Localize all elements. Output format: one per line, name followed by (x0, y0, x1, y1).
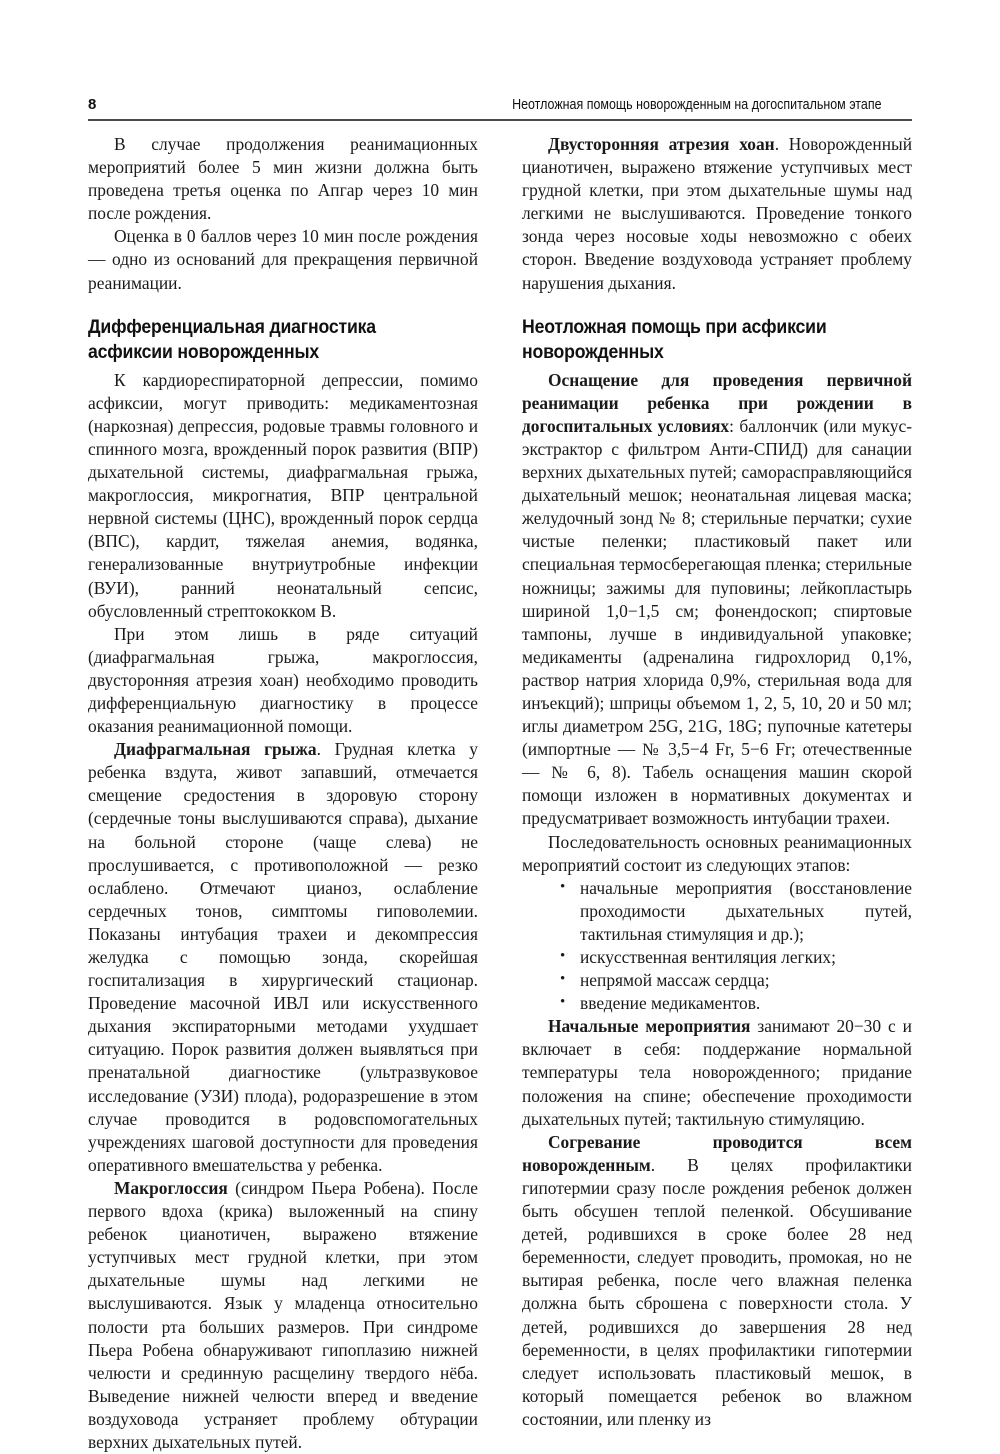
paragraph-text: . Новорожденный цианотичен, выражено втяжение уступчивых мест грудной клетки, при этом дыхательные шумы над легкими не выслушиваются. Проведение тонкого зонда через носовые ходы невозможно с обеих сторон. Введение воздуховода устраняет проблему нарушения дыхания. (522, 134, 912, 293)
paragraph-equipment (522, 369, 912, 831)
paragraph-text: . Грудная клетка у ребенка вздута, живот запавший, отмечается смещение средостения в здоровую сторону (сердечные тоны выслушиваются справа), дыхание на больной стороне (чаще слева) не прослушивается, с противоположной — резко ослаблено. Отмечают цианоз, ослабление сердечных тонов, симптомы гиповолемии. Показаны интубация трахеи и декомпрессия желудка с помощью зонда, скорейшая госпитализация в хирургический стационар. Проведение масочной ИВЛ или искусственного дыхания экспираторными методами ухудшает ситуацию. Порок развития должен выявляться при пренатальной диагностике (ультразвуковое исследование (УЗИ) плода), родоразрешение в этом случае проводится в родовспомогательных учреждениях шаговой доступности для проведения оперативного вмешательства у ребенка. (88, 739, 478, 1175)
paragraph: При этом лишь в ряде ситуаций (диафрагмальная грыжа, макроглоссия, двусторонняя атрезия хоан) необходимо проводить дифференциальную диагностику в процессе оказания реанимационной помощи. (88, 623, 478, 737)
spacer (88, 295, 478, 315)
page-number: 8 (88, 96, 97, 113)
section-heading-emergency-care: Неотложная помощь при асфиксии новорожденных (522, 316, 827, 363)
run-in-heading: Начальные мероприятия (548, 1016, 751, 1037)
list-item: • непрямой массаж сердца; (560, 969, 912, 992)
paragraph-text: : баллончик (или мукус-экстрактор с фильтром Анти-СПИД) для санации верхних дыхательных путей; саморасправляющийся дыхательный мешок; неонатальная лицевая маска; желудочный зонд № 8; стерильные перчатки; сухие чистые пеленки; пластиковый пакет или специальная термосберегающая пленка; стерильные ножницы; зажимы для пуповины; лейкопластырь шириной 1,0−1,5 см; фонендоскоп; спиртовые тампоны, лучше в индивидуальной упаковке; медикаменты (адреналина гидрохлорид 0,1%, раствор натрия хлорида 0,9%, стерильная вода для инъекций); шприцы объемом 1, 2, 5, 10, 20 и 50 мл; иглы диаметром 25G, 21G, 18G; пупочные катетеры (импортные — № 3,5−4 Fr, 5−6 Fr; отечественные — № 6, 8). Табель оснащения машин скорой помощи изложен в нормативных документах и предусматривает возможность интубации трахеи. (522, 415, 912, 829)
list-item: • искусственная вентиляция легких; (560, 946, 912, 969)
section-heading-differential-diagnosis: Дифференциальная диагностика асфиксии новорожденных (88, 316, 376, 363)
paragraph-text: занимают 20−30 с и включает в себя: поддержание нормальной температуры тела новорожденного; придание положения на спине; обеспечение проходимости дыхательных путей; тактильную стимуляцию. (522, 1016, 912, 1129)
left-column (88, 133, 478, 1452)
list-item: • начальные мероприятия (восстановление проходимости дыхательных путей, тактильная стимуляция и др.); (560, 877, 912, 946)
paragraph: В случае продолжения реанимационных мероприятий более 5 мин жизни должна быть проведена третья оценка по Апгар через 10 мин после рождения. (88, 134, 478, 224)
header-rule (88, 119, 912, 121)
paragraph: К кардиореспираторной депрессии, помимо асфиксии, могут приводить: медикаментозная (наркозная) депрессия, родовые травмы головного и спинного мозга, врожденный порок развития (ВПР) дыхательной системы, диафрагмальная грыжа, макроглоссия, микрогнатия, ВПР центральной нервной системы (ЦНС), врожденный порок сердца (ВПС), кардит, тяжелая анемия, водянка, генерализованные внутриутробные инфекции (ВУИ), ранний неонатальный сепсис, обусловленный стрептококком В. (88, 369, 478, 621)
resuscitation-stages-list (522, 877, 912, 1016)
body-columns (88, 133, 912, 1452)
list-item: • введение медикаментов. (560, 992, 912, 1015)
paragraph-initial-measures (522, 1015, 912, 1130)
running-title: Неотложная помощь новорожденным на догоспитальном этапе (512, 97, 882, 113)
paragraph-text: (синдром Пьера Робена). После первого вдоха (крика) выложенный на спину ребенок цианотичен, выражено втяжение уступчивых мест грудной клетки, при этом дыхательные шумы над легкими не выслушиваются. Язык у младенца относительно полости рта больших размеров. При синдроме Пьера Робена обнаруживают гипоплазию нижней челюсти и срединную расщелину твердого нёба. Выведение нижней челюсти вперед и введение воздуховода устраняет проблему обтурации верхних дыхательных путей. (88, 1177, 478, 1452)
run-in-heading: Оснащение для проведения первичной реанимации ребенка при рождении в догоспитальных условиях (522, 369, 912, 436)
paragraph-warming (522, 1131, 912, 1431)
run-in-heading: Диафрагмальная грыжа (114, 739, 317, 760)
running-head (88, 96, 912, 113)
spacer (522, 295, 912, 315)
paragraph-choanal-atresia (522, 133, 912, 295)
paragraph-text: . В целях профилактики гипотермии сразу после рождения ребенок должен быть обсушен теплой пеленкой. Обсушивание детей, родившихся в сроке более 28 нед беременности, следует проводить, промокая, но не вытирая ребенка, после чего влажная пеленка должна быть сброшена с поверхности стола. У детей, родившихся до завершения 28 нед беременности, в целях профилактики гипотермии следует использовать пластиковый мешок, в который помещается ребенок во влажном состоянии, или пленку из (522, 1154, 912, 1429)
right-column (522, 133, 912, 1429)
paragraph: Оценка в 0 баллов через 10 мин после рождения — одно из оснований для прекращения первичной реанимации. (88, 226, 478, 293)
paragraph-diaphragmatic-hernia (88, 738, 478, 1177)
run-in-heading: Двусторонняя атрезия хоан (548, 134, 775, 154)
paragraph: Последовательность основных реанимационных мероприятий состоит из следующих этапов: (522, 831, 912, 875)
run-in-heading: Макроглоссия (114, 1177, 228, 1198)
paragraph-macroglossia (88, 1177, 478, 1454)
run-in-heading: Согревание проводится всем новорожденным (522, 1131, 912, 1175)
